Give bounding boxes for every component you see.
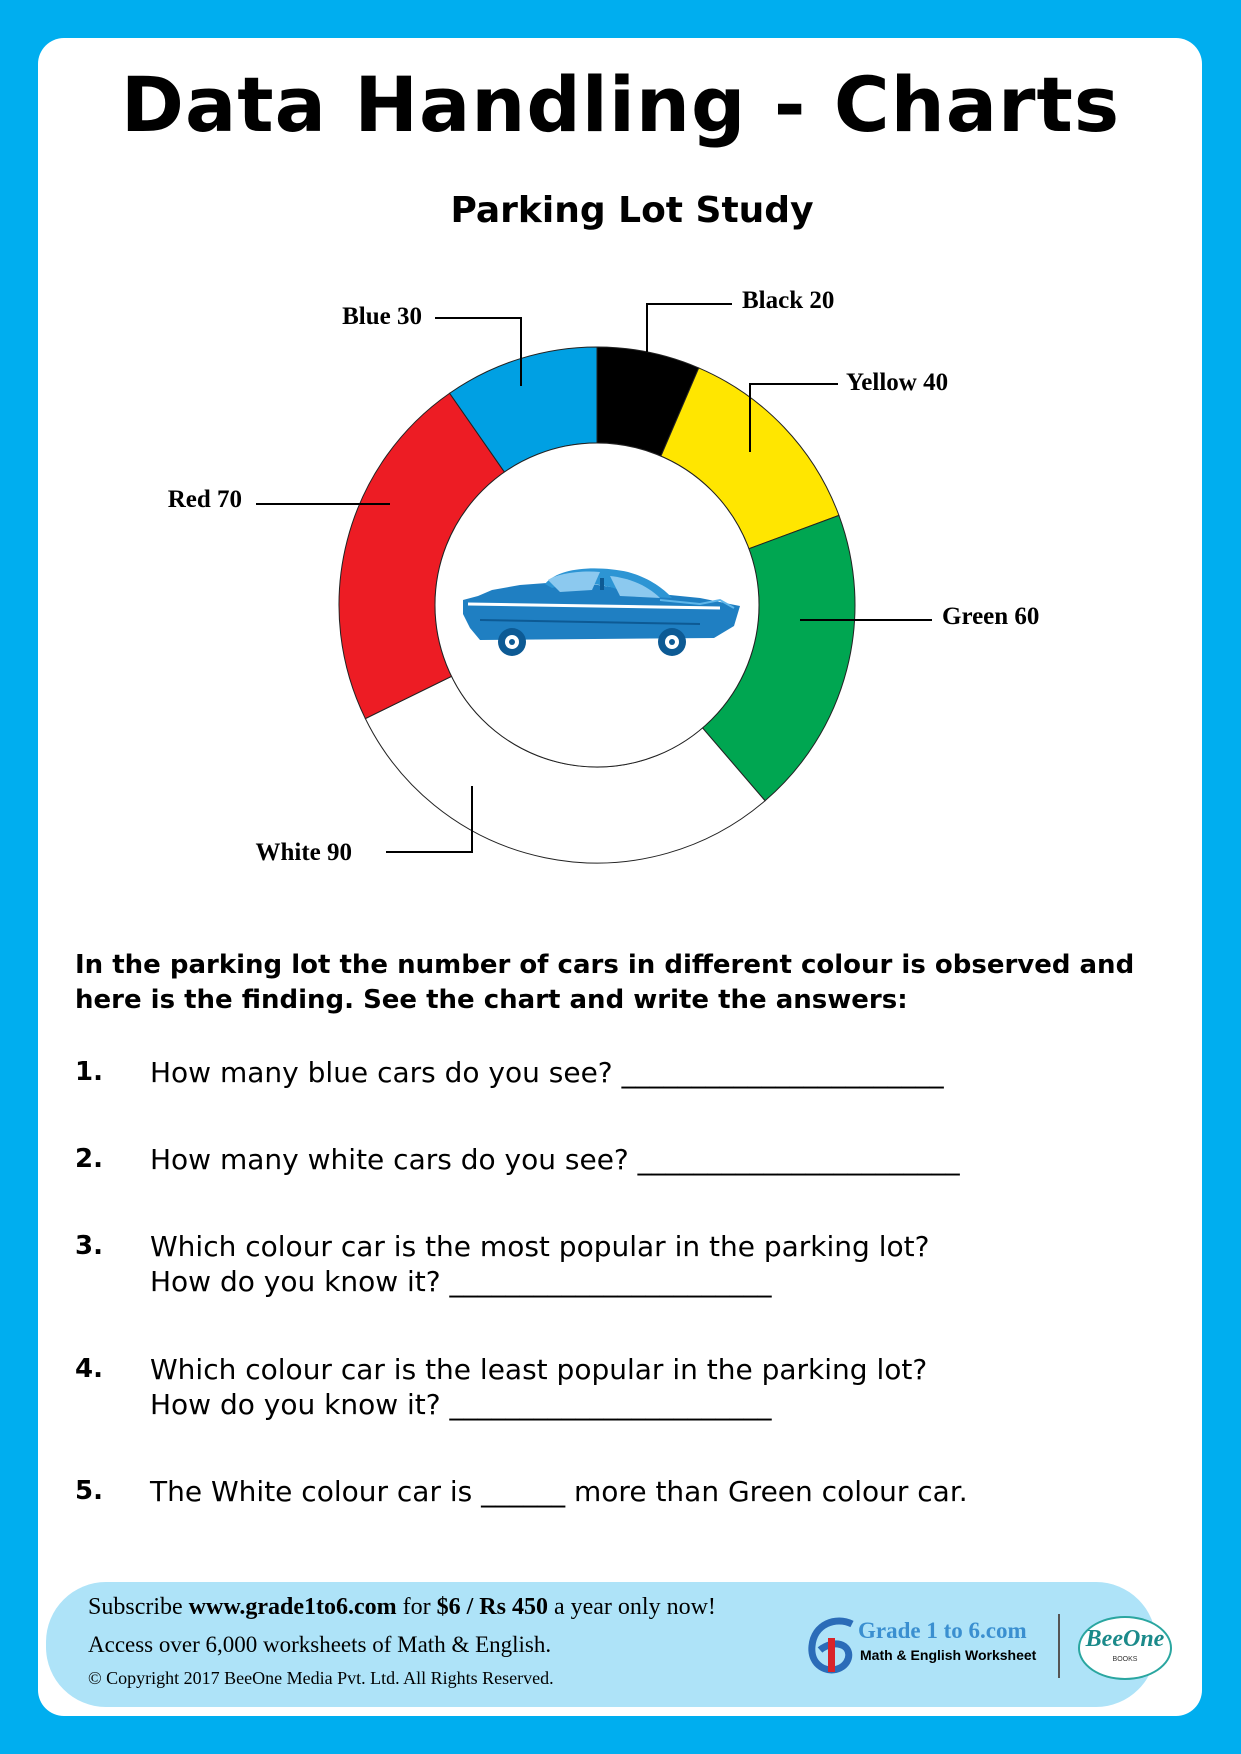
brand-tagline: Math & English Worksheet — [860, 1647, 1037, 1663]
label-red: Red 70 — [167, 486, 242, 513]
question-text: How many white cars do you see? _______________________ — [150, 1143, 960, 1176]
question-text: Which colour car is the most popular in the parking lot? — [150, 1230, 930, 1263]
grade-6-logo-icon — [806, 1614, 862, 1674]
question-number: 2. — [75, 1144, 103, 1174]
subscribe-line: Subscribe www.grade1to6.com for $6 / Rs 450 a year only now! — [88, 1594, 716, 1620]
question-number: 5. — [75, 1476, 103, 1506]
price: $6 / Rs 450 — [436, 1594, 548, 1620]
question-text: The White colour car is ______ more than Green colour car. — [150, 1475, 968, 1508]
question-number: 1. — [75, 1057, 103, 1087]
leader-line-black — [647, 304, 732, 352]
question-number: 4. — [75, 1354, 103, 1384]
divider — [1058, 1614, 1060, 1678]
label-white: White 90 — [255, 839, 352, 866]
brand-name: Grade 1 to 6.com — [858, 1618, 1027, 1643]
access-line: Access over 6,000 worksheets of Math & English. — [88, 1632, 552, 1657]
chart-title: Parking Lot Study — [450, 190, 814, 231]
question-text-line2: How do you know it? _______________________ — [150, 1388, 772, 1421]
label-black: Black 20 — [742, 287, 835, 314]
subscribe-link[interactable]: www.grade1to6.com — [188, 1594, 397, 1620]
question-text-line2: How do you know it? _______________________ — [150, 1265, 772, 1298]
label-green: Green 60 — [942, 603, 1040, 630]
page-title: Data Handling - Charts — [120, 60, 1121, 149]
label-yellow: Yellow 40 — [846, 369, 949, 396]
question-number: 3. — [75, 1231, 103, 1261]
question-text: How many blue cars do you see? _______________________ — [150, 1056, 944, 1089]
question-text: Which colour car is the least popular in the parking lot? — [150, 1353, 928, 1386]
instructions-text: In the parking lot the number of cars in different colour is observed and here is the finding. See the chart and write the answers: — [75, 950, 1135, 1015]
copyright: © Copyright 2017 BeeOne Media Pvt. Ltd. All Rights Reserved. — [88, 1668, 554, 1688]
label-blue: Blue 30 — [342, 303, 422, 330]
beeone-sub: BOOKS — [1112, 1656, 1138, 1663]
beeone-name: BeeOne — [1085, 1626, 1165, 1652]
